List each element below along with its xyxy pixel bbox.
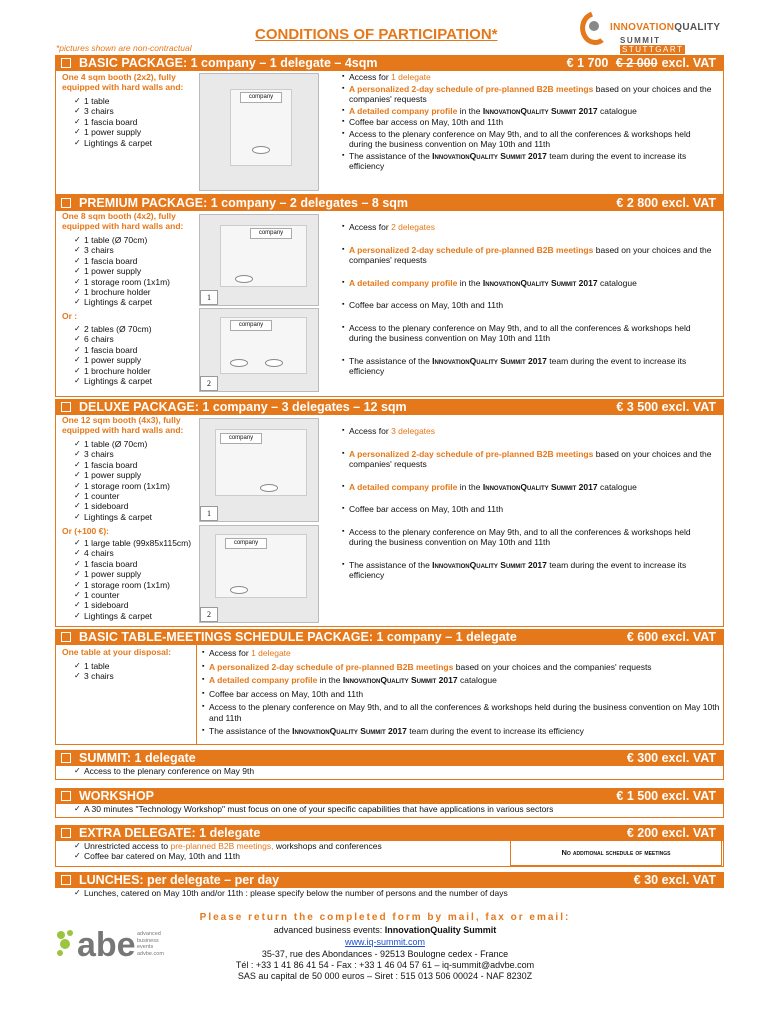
deluxe-price: € 3 500 excl. VAT [616, 400, 716, 414]
list-item: ✓ 1 brochure holder [74, 366, 152, 376]
premium-items-list-2 [74, 324, 152, 386]
list-item: ✓ 3 chairs [74, 106, 152, 116]
list-item: ✓ 1 storage room (1x1m) [74, 580, 191, 590]
deluxe-booth-desc: One 12 sqm booth (4x3), fully equipped with hard walls and: [62, 415, 184, 435]
list-item: ✓ 6 chairs [74, 334, 152, 344]
list-item: ✓ 1 sideboard [74, 501, 170, 511]
list-item: ✓ 1 counter [74, 491, 170, 501]
extra-price: € 200 excl. VAT [626, 826, 716, 840]
premium-title: PREMIUM PACKAGE: 1 company – 2 delegates – 8 sqm [79, 196, 409, 210]
no-additional-note: No additional schedule of meetings [510, 838, 722, 866]
deluxe-title: DELUXE PACKAGE: 1 company – 3 delegates – 12 sqm [79, 400, 407, 414]
list-item: ✓ 1 counter [74, 590, 191, 600]
divider [196, 645, 197, 745]
extra-items: ✓ Unrestricted access to pre-planned B2B meetings, workshops and conferences ✓ Coffee bar catered on May, 10th and 11th [74, 841, 382, 862]
booth-image-premium-1: company 1 [199, 214, 319, 306]
footer-cta: Please return the completed form by mail, fax or email: [199, 912, 571, 923]
basic-price: € 1 700 € 2 000 excl. VAT [566, 56, 716, 70]
summit-item: ✓ Access to the plenary conference on May 9th [74, 766, 254, 776]
footer-phone: Tél : +33 1 41 86 41 54 - Fax : +33 1 46 04 57 61 – iq-summit@advbe.com [235, 960, 535, 970]
list-item: ✓ 1 power supply [74, 355, 152, 365]
list-item: ✓ 1 power supply [74, 569, 191, 579]
list-item: ✓ 1 storage room (1x1m) [74, 481, 170, 491]
basic-package-bar [55, 55, 724, 71]
checkbox-icon[interactable] [61, 828, 71, 838]
abe-dots-icon [55, 929, 77, 959]
list-item: ✓ 1 table [74, 96, 152, 106]
list-item: ✓ 1 large table (99x85x115cm) [74, 538, 191, 548]
checkbox-icon[interactable] [61, 753, 71, 763]
list-item: ✓ 1 sideboard [74, 600, 191, 610]
footer-url-link[interactable]: www.iq-summit.com [344, 937, 425, 947]
lunches-item: ✓ Lunches, catered on May 10th and/or 11th : please specify below the number of persons and the number of days [74, 888, 508, 898]
list-item: ✓ 1 fascia board [74, 559, 191, 569]
deluxe-items-list-1 [74, 439, 170, 522]
booth-image-deluxe-1: company 1 [199, 418, 319, 522]
list-item: ✓ Lightings & carpet [74, 376, 152, 386]
workshop-title: WORKSHOP [79, 789, 154, 803]
extra-title: EXTRA DELEGATE: 1 delegate [79, 826, 261, 840]
list-item: ✓ 1 power supply [74, 127, 152, 137]
list-item: ✓ 1 table [74, 661, 114, 671]
list-item: ✓ 4 chairs [74, 548, 191, 558]
premium-booth-desc: One 8 sqm booth (4x2), fully equipped with hard walls and: [62, 211, 184, 231]
premium-or: Or : [62, 311, 78, 321]
iq-summit-logo [578, 12, 728, 52]
iq-swirl-icon [578, 12, 606, 46]
table-meetings-price: € 600 excl. VAT [626, 630, 716, 644]
basic-title: BASIC PACKAGE: 1 company – 1 delegate – 4sqm [79, 56, 378, 70]
checkbox-icon[interactable] [61, 58, 71, 68]
deluxe-benefits: ▪ Access for 3 delegates ▪ A personalized 2-day schedule of pre-planned B2B meetings based on your choices and the companies' requests ▪ A detailed company profile in the InnovationQuality Summit 2017 catalogue ▪ Coffee bar access on May, 10th and 11th ▪ Access to the plenary conference on May 9th, and to all the conferences & workshops held during the business convention on May 10th and 11th ▪ The assistance of the InnovationQuality Summit 2017 team during the event to increase its efficiency [342, 426, 714, 587]
lunches-title: LUNCHES: per delegate – per day [79, 873, 280, 887]
checkbox-icon[interactable] [61, 402, 71, 412]
abe-logo: abe advanced business events advbe.com [55, 925, 175, 969]
workshop-bar [55, 788, 724, 804]
list-item: ✓ 1 fascia board [74, 345, 152, 355]
list-item: ✓ Lightings & carpet [74, 138, 152, 148]
workshop-item: ✓ A 30 minutes "Technology Workshop" must focus on one of your specific capabilities that have applications in various sectors [74, 804, 553, 814]
table-meetings-bar [55, 629, 724, 645]
premium-benefits: ▪ Access for 2 delegates ▪ A personalized 2-day schedule of pre-planned B2B meetings based on your choices and the companies' requests ▪ A detailed company profile in the InnovationQuality Summit 2017 catalogue ▪ Coffee bar access on May, 10th and 11th ▪ Access to the plenary conference on May 9th, and to all the conferences & workshops held during the business convention on May 10th and 11th ▪ The assistance of the InnovationQuality Summit 2017 team during the event to increase its efficiency [342, 222, 714, 383]
lunches-price: € 30 excl. VAT [633, 873, 716, 887]
footer-legal: SAS au capital de 50 000 euros – Siret : 515 013 506 00024 - NAF 8230Z [237, 971, 533, 981]
lunches-bar [55, 872, 724, 888]
workshop-price: € 1 500 excl. VAT [616, 789, 716, 803]
list-item: ✓ 1 fascia board [74, 117, 152, 127]
checkbox-icon[interactable] [61, 875, 71, 885]
premium-items-list-1 [74, 235, 170, 308]
logo-line1: INNOVATIONQUALITY [610, 22, 721, 33]
footer-address: 35-37, rue des Abondances - 92513 Boulogne cedex - France [261, 949, 509, 959]
summit-price: € 300 excl. VAT [626, 751, 716, 765]
list-item: ✓ Lightings & carpet [74, 297, 170, 307]
summit-title: SUMMIT: 1 delegate [79, 751, 196, 765]
table-meetings-title: BASIC TABLE-MEETINGS SCHEDULE PACKAGE: 1 company – 1 delegate [79, 630, 517, 644]
list-item: ✓ 1 fascia board [74, 460, 170, 470]
footer-org: advanced business events: InnovationQuality Summit [273, 925, 497, 935]
premium-price: € 2 800 excl. VAT [616, 196, 716, 210]
list-item: ✓ 2 tables (Ø 70cm) [74, 324, 152, 334]
deluxe-or: Or (+100 €): [62, 526, 110, 536]
list-item: ✓ 1 brochure holder [74, 287, 170, 297]
list-item: ✓ 1 table (Ø 70cm) [74, 439, 170, 449]
logo-line2: SUMMIT STUTTGART [620, 36, 684, 54]
basic-items-list [74, 96, 152, 148]
booth-image-deluxe-2: company 2 [199, 525, 319, 623]
basic-benefits: ▪ Access for 1 delegate ▪ A personalized 2-day schedule of pre-planned B2B meetings based on your choices and the companies' requests ▪ A detailed company profile in the InnovationQuality Summit 2017 catalogue ▪ Coffee bar access on May, 10th and 11th ▪ Access to the plenary conference on May 9th, and to all the conferences & workshops held during the business convention on May 10th and 11th ▪ The assistance of the InnovationQuality Summit 2017 team during the event to increase its efficiency [342, 72, 714, 173]
checkbox-icon[interactable] [61, 791, 71, 801]
list-item: ✓ 3 chairs [74, 245, 170, 255]
deluxe-items-list-2 [74, 538, 191, 621]
summit-bar [55, 750, 724, 766]
list-item: ✓ Lightings & carpet [74, 611, 191, 621]
list-item: ✓ 3 chairs [74, 671, 114, 681]
disclaimer-note: *pictures shown are non-contractual [56, 43, 192, 53]
checkbox-icon[interactable] [61, 632, 71, 642]
booth-image-basic: company [199, 73, 319, 191]
basic-booth-desc: One 4 sqm booth (2x2), fully equipped with hard walls and: [62, 72, 184, 92]
list-item: ✓ 1 storage room (1x1m) [74, 277, 170, 287]
deluxe-package-bar [55, 399, 724, 415]
page-title: CONDITIONS OF PARTICIPATION* [255, 26, 498, 43]
table-meetings-items [74, 661, 114, 682]
list-item: ✓ Lightings & carpet [74, 512, 170, 522]
list-item: ✓ 1 fascia board [74, 256, 170, 266]
list-item: ✓ 1 power supply [74, 470, 170, 480]
table-meetings-benefits: ▪ Access for 1 delegate ▪ A personalized 2-day schedule of pre-planned B2B meetings based on your choices and the companies' requests ▪ A detailed company profile in the InnovationQuality Summit 2017 catalogue ▪ Coffee bar access on May, 10th and 11th ▪ Access to the plenary conference on May 9th, and to all the conferences & workshops held during the business convention on May 10th and 11th ▪ The assistance of the InnovationQuality Summit 2017 team during the event to increase its efficiency [202, 648, 720, 740]
premium-package-bar [55, 195, 724, 211]
checkbox-icon[interactable] [61, 198, 71, 208]
booth-image-premium-2: company 2 [199, 308, 319, 392]
list-item: ✓ 1 power supply [74, 266, 170, 276]
list-item: ✓ 3 chairs [74, 449, 170, 459]
list-item: ✓ 1 table (Ø 70cm) [74, 235, 170, 245]
table-meetings-head: One table at your disposal: [62, 647, 172, 657]
